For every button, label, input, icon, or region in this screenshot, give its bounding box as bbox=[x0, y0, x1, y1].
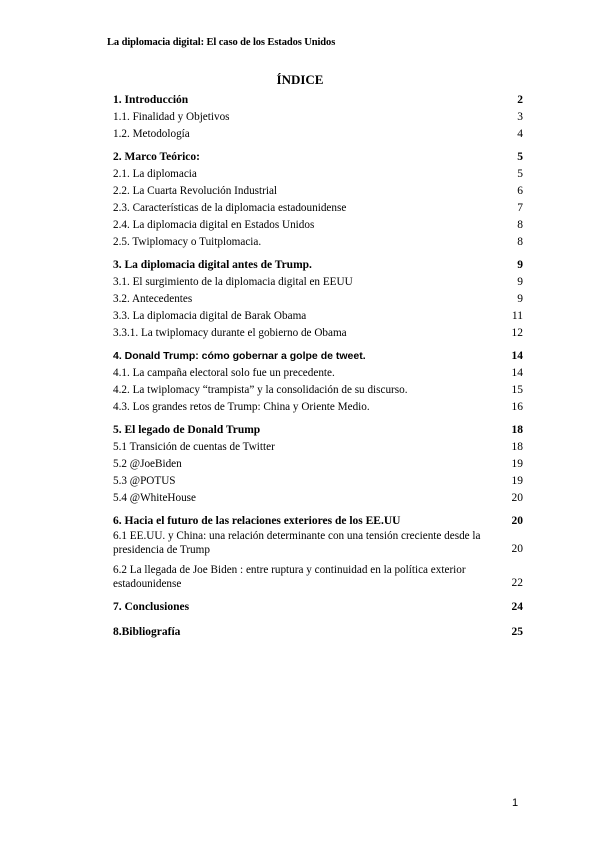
toc-title: ÍNDICE bbox=[276, 72, 324, 87]
toc-entry-3-2[interactable] bbox=[113, 291, 523, 307]
toc-entry-4-2[interactable] bbox=[113, 382, 523, 398]
toc-entry-page: 14 bbox=[511, 350, 523, 362]
toc-entry-label: 2.2. La Cuarta Revolución Industrial bbox=[113, 185, 278, 197]
toc-entry-label: 4.1. La campaña electoral solo fue un precedente. bbox=[113, 367, 335, 379]
toc-entry-2-3[interactable] bbox=[113, 200, 523, 216]
toc-entry-page: 19 bbox=[511, 458, 523, 470]
toc-entry-label: 4.2. La twiplomacy “trampista” y la consolidación de su discurso. bbox=[113, 384, 408, 396]
toc-entry-page: 4 bbox=[517, 128, 523, 140]
toc-entry-page: 18 bbox=[511, 424, 523, 436]
toc-entry-3-3[interactable] bbox=[113, 308, 523, 324]
toc-entry-page: 9 bbox=[517, 259, 523, 271]
toc-entry-5-1[interactable] bbox=[113, 439, 523, 455]
toc-entry-6-2[interactable] bbox=[113, 564, 523, 591]
toc-entry-4-3[interactable] bbox=[113, 399, 523, 415]
toc-entry-label: 6.2 La llegada de Joe Biden : entre ruptura y continuidad en la política exterior estadounidense bbox=[113, 564, 466, 590]
toc-entry-page: 5 bbox=[517, 151, 523, 163]
toc-entry-page: 12 bbox=[511, 327, 523, 339]
toc-entry-6-1[interactable] bbox=[113, 530, 523, 557]
toc-section-1[interactable] bbox=[113, 92, 523, 108]
toc-entry-label: 1. Introducción bbox=[113, 94, 189, 106]
toc-entry-page: 24 bbox=[511, 601, 523, 613]
running-header: La diplomacia digital: El caso de los Estados Unidos bbox=[107, 37, 336, 48]
toc-entry-page: 8 bbox=[517, 219, 523, 231]
toc-entry-5-3[interactable] bbox=[113, 473, 523, 489]
toc-entry-page: 20 bbox=[511, 543, 523, 555]
toc-entry-2-1[interactable] bbox=[113, 166, 523, 182]
toc-section-8[interactable] bbox=[113, 624, 523, 640]
toc-entry-label: 7. Conclusiones bbox=[113, 601, 190, 613]
toc-entry-4-1[interactable] bbox=[113, 365, 523, 381]
toc-entry-label: 3.1. El surgimiento de la diplomacia digital en EEUU bbox=[113, 276, 353, 288]
toc-entry-3-1[interactable] bbox=[113, 274, 523, 290]
toc-entry-label: 8.Bibliografía bbox=[113, 626, 181, 638]
toc-entry-page: 9 bbox=[517, 276, 523, 288]
toc-entry-label: 3.3. La diplomacia digital de Barak Obama bbox=[113, 310, 307, 322]
toc-entry-label: 2. Marco Teórico: bbox=[113, 151, 200, 163]
toc-entry-1-2[interactable] bbox=[113, 126, 523, 142]
toc-entry-label: 5.4 @WhiteHouse bbox=[113, 492, 197, 504]
toc-entry-page: 7 bbox=[517, 202, 523, 214]
toc-entry-label: 6.1 EE.UU. y China: una relación determinante con una tensión creciente desde la presidencia de Trump bbox=[113, 530, 481, 556]
toc-entry-label: 1.2. Metodología bbox=[113, 128, 190, 140]
toc-entry-label: 5. El legado de Donald Trump bbox=[113, 424, 261, 436]
toc-entry-label: 4. Donald Trump: cómo gobernar a golpe de tweet. bbox=[113, 350, 366, 362]
toc-entry-page: 16 bbox=[511, 401, 523, 413]
toc-entry-label: 3.2. Antecedentes bbox=[113, 293, 193, 305]
toc-entry-label: 3.3.1. La twiplomacy durante el gobierno de Obama bbox=[113, 327, 347, 339]
toc-entry-1-1[interactable] bbox=[113, 109, 523, 125]
toc-entry-page: 14 bbox=[511, 367, 523, 379]
toc-entry-page: 9 bbox=[517, 293, 523, 305]
page-number: 1 bbox=[512, 797, 519, 809]
toc-entry-page: 20 bbox=[511, 492, 523, 504]
toc-entry-5-2[interactable] bbox=[113, 456, 523, 472]
toc-entry-label: 5.2 @JoeBiden bbox=[113, 458, 182, 470]
toc-entry-3-3-1[interactable] bbox=[113, 325, 523, 341]
toc-entry-2-4[interactable] bbox=[113, 217, 523, 233]
toc-entry-page: 20 bbox=[511, 515, 523, 527]
toc-entry-page: 15 bbox=[511, 384, 523, 396]
toc-entry-label: 1.1. Finalidad y Objetivos bbox=[113, 111, 230, 123]
toc-entry-label: 6. Hacia el futuro de las relaciones exteriores de los EE.UU bbox=[113, 515, 401, 527]
toc-entry-page: 3 bbox=[517, 111, 523, 123]
toc-entry-page: 11 bbox=[511, 310, 523, 322]
toc-section-5[interactable] bbox=[113, 422, 523, 438]
toc-entry-page: 6 bbox=[517, 185, 523, 197]
toc-section-4[interactable] bbox=[113, 348, 523, 364]
toc-entry-label: 2.1. La diplomacia bbox=[113, 168, 197, 180]
toc-entry-page: 18 bbox=[511, 441, 523, 453]
toc-entry-page: 8 bbox=[517, 236, 523, 248]
toc-entry-5-4[interactable] bbox=[113, 490, 523, 506]
toc-entry-label: 2.5. Twiplomacy o Tuitplomacia. bbox=[113, 236, 262, 248]
toc-entry-page: 19 bbox=[511, 475, 523, 487]
toc-entry-2-5[interactable] bbox=[113, 234, 523, 250]
toc-entry-page: 2 bbox=[517, 94, 523, 106]
toc-section-3[interactable] bbox=[113, 257, 523, 273]
toc-section-6[interactable] bbox=[113, 513, 523, 529]
toc-entry-label: 2.4. La diplomacia digital en Estados Unidos bbox=[113, 219, 315, 231]
toc-entry-label: 5.1 Transición de cuentas de Twitter bbox=[113, 441, 275, 453]
toc-section-7[interactable] bbox=[113, 599, 523, 615]
toc-section-2[interactable] bbox=[113, 149, 523, 165]
toc-entry-2-2[interactable] bbox=[113, 183, 523, 199]
toc-entry-label: 2.3. Características de la diplomacia estadounidense bbox=[113, 202, 347, 214]
toc-entry-label: 4.3. Los grandes retos de Trump: China y Oriente Medio. bbox=[113, 401, 370, 413]
toc-entry-label: 3. La diplomacia digital antes de Trump. bbox=[113, 259, 312, 271]
toc-entry-page: 5 bbox=[517, 168, 523, 180]
toc-entry-page: 25 bbox=[511, 626, 523, 638]
toc-entry-label: 5.3 @POTUS bbox=[113, 475, 176, 487]
toc-entry-page: 22 bbox=[511, 577, 523, 589]
